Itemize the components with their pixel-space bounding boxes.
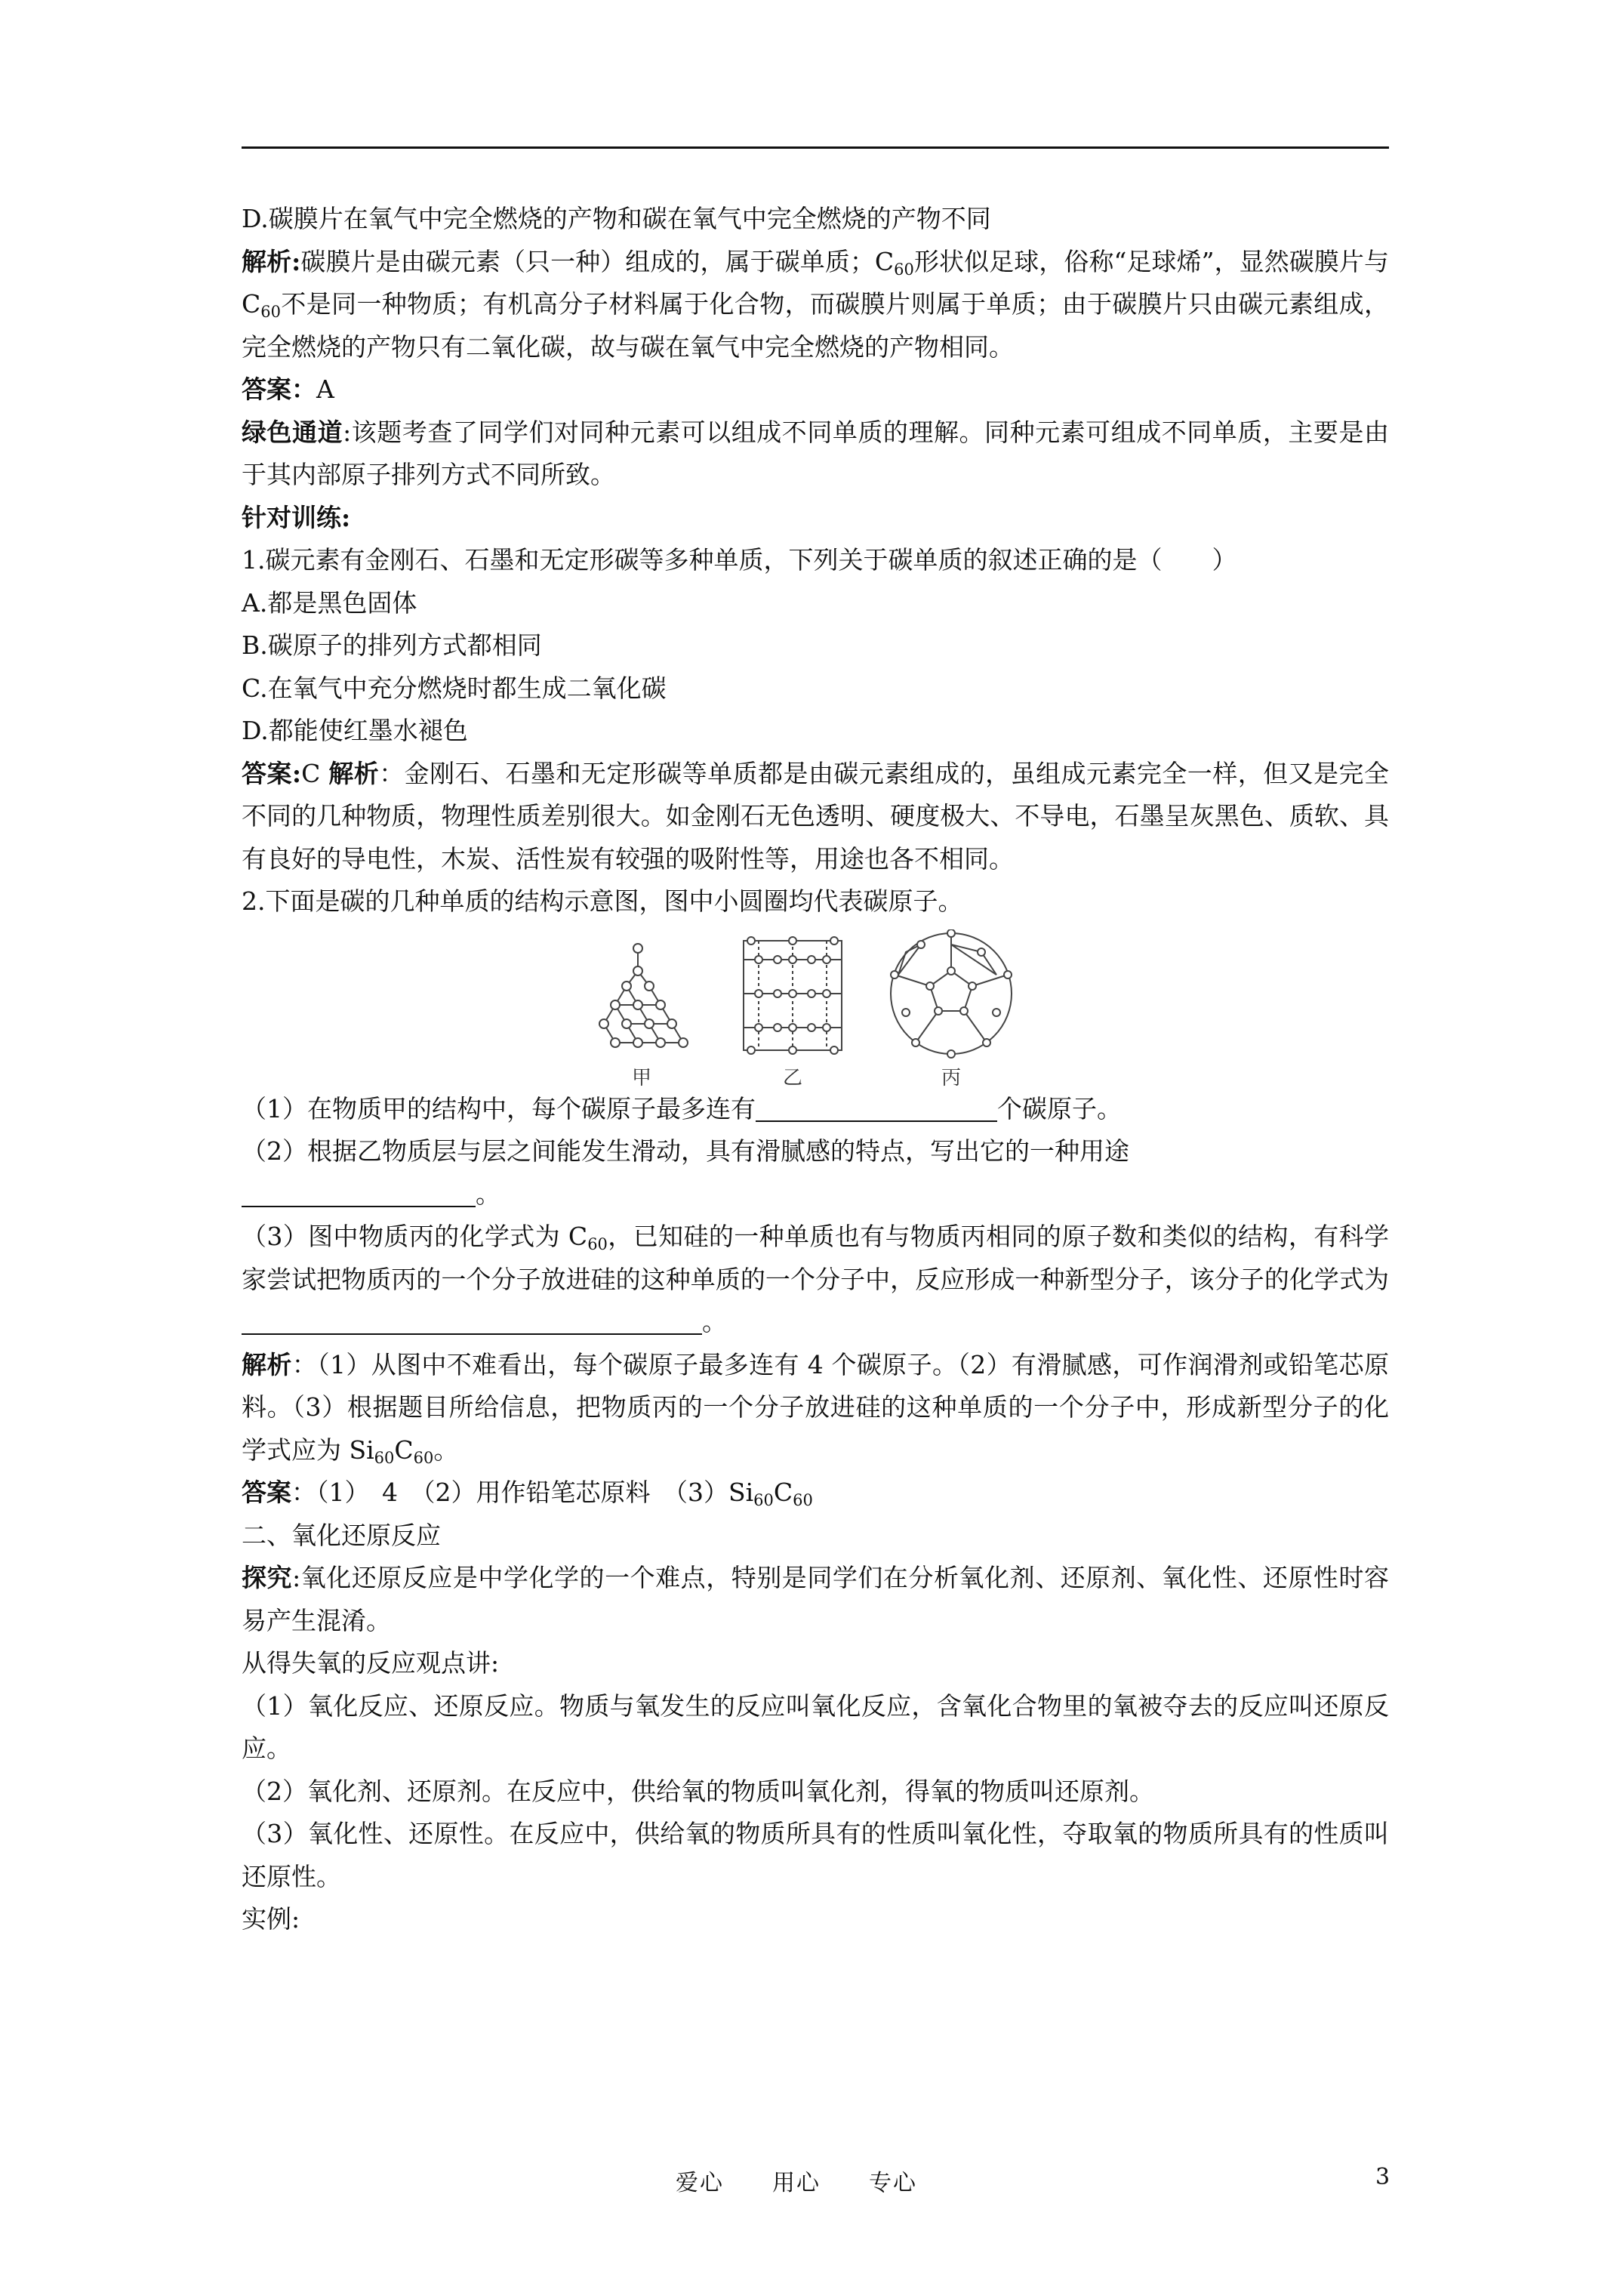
question-1-option-a: A.都是黑色固体 (242, 587, 417, 618)
answer-label: 答案 (242, 1478, 291, 1507)
punctuation: 。 (476, 1179, 500, 1209)
subscript-60: 60 (753, 1491, 774, 1509)
oxygen-view-line: 从得失氧的反应观点讲: (242, 1648, 500, 1678)
subscript-60: 60 (587, 1235, 608, 1253)
analysis-text-b: 形状似足球，俗称“足球烯”，显然碳膜片与 C (242, 246, 1390, 319)
subscript-60: 60 (793, 1491, 813, 1509)
question-1-option-c: C.在氧气中充分燃烧时都生成二氧化碳 (242, 673, 667, 703)
figure-label-yi: 乙 (782, 1066, 803, 1088)
question-text: （2）根据乙物质层与层之间能发生滑动，具有滑腻感的特点，写出它的一种用途 (242, 1136, 1129, 1166)
figure-label-jia: 甲 (631, 1066, 652, 1088)
point-2: （2）氧化剂、还原剂。在反应中，供给氧的物质叫氧化剂，得氧的物质叫还原剂。 (242, 1776, 1154, 1806)
explore-label: 探究 (242, 1563, 293, 1592)
answer-blank[interactable] (756, 1093, 997, 1122)
subscript-60: 60 (374, 1448, 395, 1467)
training-heading: 针对训练: (242, 502, 351, 532)
answer-blank[interactable] (242, 1179, 476, 1207)
figure-label-bing: 丙 (941, 1066, 962, 1088)
structure-diagram (596, 929, 1064, 1088)
answer-line-1 (242, 368, 1389, 411)
header-rule (242, 146, 1389, 149)
structure-yi (744, 937, 842, 1054)
analysis-text: ：（1）从图中不难看出，每个碳原子最多连有 4 个碳原子。（2）有滑腻感，可作润滑剂或铅笔芯原料。（3）根据题目所给信息，把物质丙的一个分子放进硅的这种单质的一个分子中，形成新型分子的化学式应为 Si (242, 1349, 1390, 1465)
question-2: 2.下面是碳的几种单质的结构示意图，图中小圆圈均代表碳原子。 (242, 886, 963, 916)
question-text: （1）在物质甲的结构中，每个碳原子最多连有 (242, 1093, 756, 1123)
section-2-heading: 二、氧化还原反应 (242, 1520, 441, 1550)
point-3: （3）氧化性、还原性。在反应中，供给氧的物质所具有的性质叫氧化性，夺取氧的物质所具有的性质叫还原性。 (242, 1819, 1389, 1891)
explore-text: :氧化还原反应是中学化学的一个难点，特别是同学们在分析氧化剂、还原剂、氧化性、还原性时容易产生混淆。 (242, 1563, 1389, 1635)
analysis-label: 解析: (242, 246, 301, 276)
example-label: 实例: (242, 1904, 300, 1934)
answer-value: C (301, 758, 321, 788)
punctuation: 。 (702, 1307, 727, 1336)
green-channel-text: :该题考查了同学们对同种元素可以组成不同单质的理解。同种元素可组成不同单质，主要是由于其内部原子排列方式不同所致。 (242, 417, 1389, 489)
formula-c: C (394, 1435, 414, 1465)
subscript-60: 60 (894, 260, 914, 279)
question-text: 个碳原子。 (997, 1093, 1122, 1123)
question-2-part-3 (242, 1216, 1389, 1344)
question-1-option-b: B.碳原子的排列方式都相同 (242, 630, 542, 660)
answer-text: ：（1） 4 （2）用作铅笔芯原料 （3）Si (291, 1478, 754, 1507)
green-channel-paragraph (242, 411, 1389, 497)
answer-paragraph-2 (242, 753, 1389, 881)
structure-bing (891, 929, 1012, 1058)
question-text: ，已知硅的一种单质也有与物质丙相同的原子数和类似的结构，有科学家尝试把物质丙的一个分子放进硅的这种单质的一个分子中，反应形成一种新型分子，该分子的化学式为 (242, 1222, 1389, 1294)
answer-blank[interactable] (242, 1306, 702, 1335)
answer-line-3 (242, 1472, 1389, 1515)
question-text: （3）图中物质丙的化学式为 C (242, 1222, 588, 1251)
page-body (242, 198, 1389, 1941)
punctuation: 。 (433, 1435, 459, 1465)
subscript-60: 60 (260, 303, 281, 321)
analysis-label: 解析 (328, 758, 380, 788)
question-2-part-2 (242, 1130, 1389, 1216)
carbon-structures-figure (242, 929, 1389, 1088)
formula-c: C (773, 1478, 793, 1507)
point-1: （1）氧化反应、还原反应。物质与氧发生的反应叫氧化反应，含氧化合物里的氧被夺去的反应叫还原反应。 (242, 1690, 1389, 1763)
answer-label: 答案: (242, 758, 302, 788)
answer-label: 答案： (242, 374, 316, 404)
option-d-line: D.碳膜片在氧气中完全燃烧的产物和碳在氧气中完全燃烧的产物不同 (242, 204, 991, 233)
analysis-text-a: 碳膜片是由碳元素（只一种）组成的，属于碳单质；C (300, 246, 895, 276)
green-channel-label: 绿色通道 (242, 417, 343, 447)
footer-motto: 爱心 用心 专心 (676, 2170, 917, 2196)
analysis-paragraph-3 (242, 1344, 1389, 1472)
analysis-text-c: 不是同一种物质；有机高分子材料属于化合物，而碳膜片则属于单质；由于碳膜片只由碳元素组成，完全燃烧的产物只有二氧化碳，故与碳在氧气中完全燃烧的产物相同。 (242, 289, 1389, 362)
question-1: 1.碳元素有金刚石、石墨和无定形碳等多种单质，下列关于碳单质的叙述正确的是（ ） (242, 545, 1237, 575)
question-1-option-d: D.都能使红墨水褪色 (242, 716, 468, 745)
page-number: 3 (1375, 2164, 1390, 2190)
answer-analysis-text: ：金刚石、石墨和无定形碳等单质都是由碳元素组成的，虽组成元素完全一样，但又是完全不同的几种物质，物理性质差别很大。如金刚石无色透明、硬度极大、不导电，石墨呈灰黑色、质软、具有良好的导电性，木炭、活性炭有较强的吸附性等，用途也各不相同。 (242, 758, 1390, 874)
analysis-paragraph-1 (242, 241, 1389, 369)
subscript-60: 60 (413, 1448, 434, 1467)
analysis-label: 解析 (242, 1349, 292, 1379)
answer-value: A (316, 374, 334, 404)
question-2-part-1 (242, 1088, 1389, 1131)
explore-paragraph (242, 1557, 1389, 1642)
structure-jia (599, 944, 688, 1047)
